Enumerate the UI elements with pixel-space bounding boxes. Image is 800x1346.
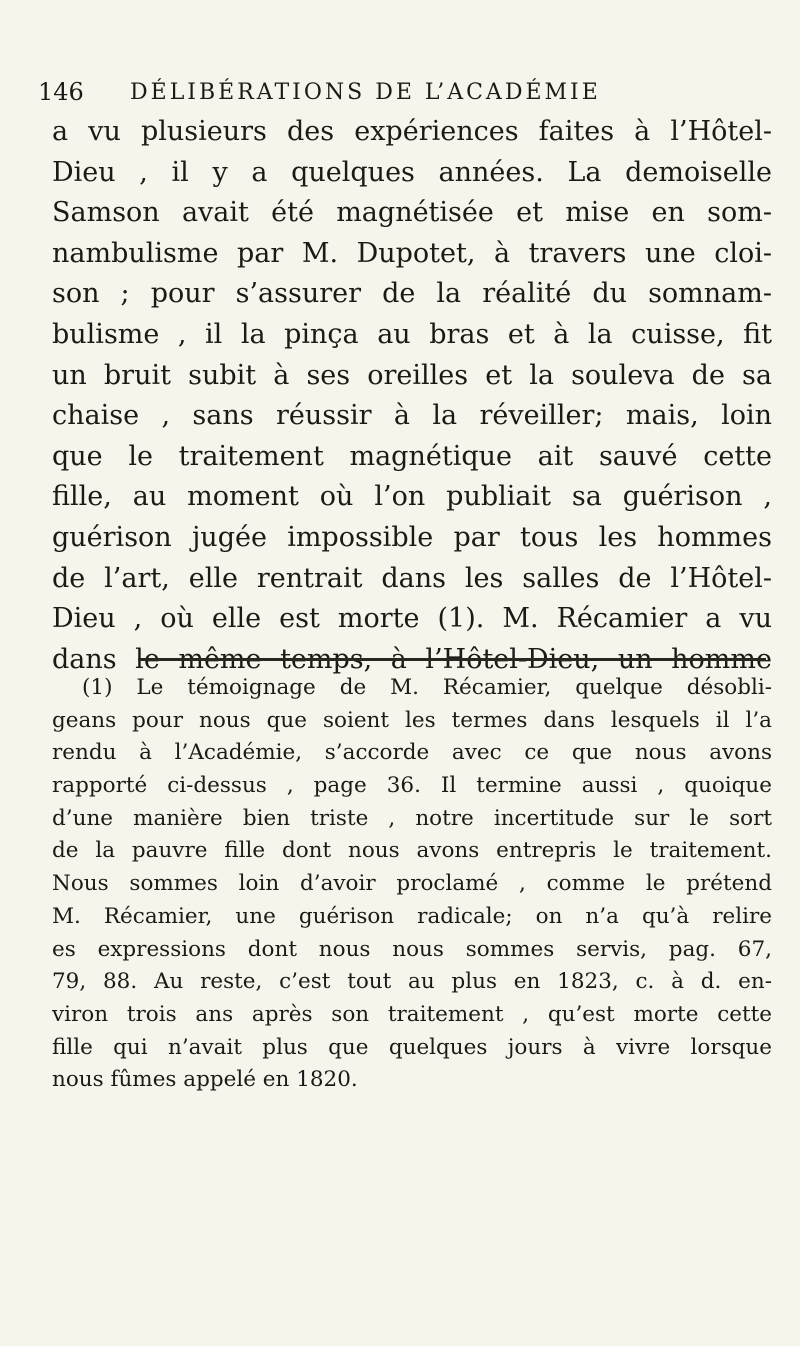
footnote-line: 79, 88. Au reste, c’est tout au plus en 1823, c. à d. en- [52, 969, 772, 995]
text-line: chaise , sans réussir à la réveiller; mais, loin [52, 400, 772, 432]
footnote-line: rendu à l’Académie, s’accorde avec ce que nous avons [52, 740, 772, 766]
footnote-line: M. Récamier, une guérison radicale; on n’a qu’à relire [52, 903, 772, 929]
footnote-line: es expressions dont nous nous sommes servis, pag. 67, [52, 936, 772, 962]
main-text [52, 112, 772, 680]
text-line: un bruit subit à ses oreilles et la souleva de sa [52, 359, 772, 391]
text-line: bulisme , il la pinça au bras et à la cuisse, fit [52, 318, 772, 350]
footnote-separator-rule [138, 658, 766, 661]
footnote-line: fille qui n’avait plus que quelques jours à vivre lorsque [52, 1034, 772, 1060]
text-line: dans le même temps, à l’Hôtel-Dieu, un homme [52, 643, 772, 675]
text-line: Dieu , il y a quelques années. La demoiselle [52, 156, 772, 188]
footnote [52, 672, 772, 1097]
footnote-line: d’une manière bien triste , notre incertitude sur le sort [52, 805, 772, 831]
text-line: nambulisme par M. Dupotet, à travers une cloi- [52, 237, 772, 269]
footnote-line: geans pour nous que soient les termes dans lesquels il l’a [52, 707, 772, 733]
footnote-line: Nous sommes loin d’avoir proclamé , comme le prétend [52, 871, 772, 897]
footnote-line: nous fûmes appelé en 1820. [52, 1067, 358, 1093]
text-line: fille, au moment où l’on publiait sa guérison , [52, 481, 772, 513]
running-head-title: DÉLIBÉRATIONS DE L’ACADÉMIE [130, 80, 601, 105]
text-line: guérison jugée impossible par tous les hommes [52, 521, 772, 553]
text-line: Dieu , où elle est morte (1). M. Récamier a vu [52, 603, 772, 635]
footnote-line: (1) Le témoignage de M. Récamier, quelque désobli- [82, 675, 772, 700]
text-line: a vu plusieurs des expériences faites à l’Hôtel- [52, 116, 772, 147]
footnote-line: viron trois ans après son traitement , qu’est morte cette [52, 1001, 772, 1027]
text-line: Samson avait été magnétisée et mise en som- [52, 197, 772, 229]
footnote-line: rapporté ci-dessus , page 36. Il termine aussi , quoique [52, 773, 772, 799]
text-line: son ; pour s’assurer de la réalité du somnam- [52, 278, 772, 310]
footnote-line: de la pauvre fille dont nous avons entrepris le traitement. [52, 838, 772, 864]
page-number: 146 [38, 78, 84, 106]
text-line: que le traitement magnétique ait sauvé cette [52, 440, 772, 472]
text-line: de l’art, elle rentrait dans les salles de l’Hôtel- [52, 562, 772, 594]
